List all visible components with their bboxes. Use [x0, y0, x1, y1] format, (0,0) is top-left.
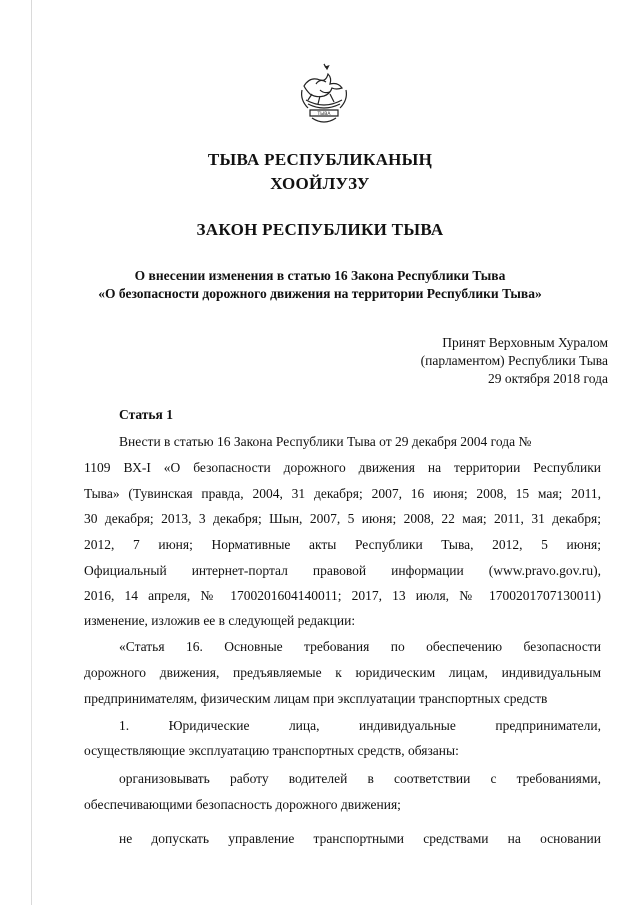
article-text-line: 2012, 7 июня; Нормативные акты Республики Тыва, 2012, 5 июня;	[84, 537, 601, 552]
article-text-line: обеспечивающими безопасность дорожного движения;	[84, 797, 401, 812]
article-title: Статья 1	[119, 407, 173, 422]
svg-text:ТЫВА: ТЫВА	[317, 112, 331, 117]
article-text-line: 30 декабря; 2013, 3 декабря; Шын, 2007, 5 июня; 2008, 22 мая; 2011, 31 декабря;	[84, 511, 601, 526]
law-subject-line2: «О безопасности дорожного движения на территории Республики Тыва»	[98, 286, 542, 301]
article-text-line: организовывать работу водителей в соответствии с требованиями,	[119, 771, 601, 786]
russian-law-title: ЗАКОН РЕСПУБЛИКИ ТЫВА	[196, 220, 444, 239]
article-text-line: Внести в статью 16 Закона Республики Тыва от 29 декабря 2004 года №	[119, 434, 532, 449]
article-text-line: 1109 ВХ-I «О безопасности дорожного движения на территории Республики	[84, 460, 601, 475]
article-text-line: не допускать управление транспортными средствами на основании	[119, 831, 601, 846]
tyvan-heading-line1: ТЫВА РЕСПУБЛИКАНЫҢ	[207, 150, 433, 169]
article-text-line: 2016, 14 апреля, № 1700201604140011; 2017, 13 июля, № 1700201707130011)	[84, 588, 601, 603]
law-subject-line1: О внесении изменения в статью 16 Закона Республики Тыва	[134, 268, 506, 283]
adoption-line: 29 октября 2018 года	[488, 371, 608, 386]
article-text-line: 1. Юридические лица, индивидуальные предприниматели,	[119, 718, 601, 733]
article-text-line: осуществляющие эксплуатацию транспортных средств, обязаны:	[84, 743, 459, 758]
article-text-line: Официальный интернет-портал правовой информации (www.pravo.gov.ru),	[84, 563, 601, 578]
article-text-line: дорожного движения, предъявляемые к юридическим лицам, индивидуальным	[84, 665, 601, 680]
scan-edge-line	[31, 0, 32, 905]
article-text-line: Тыва» (Тувинская правда, 2004, 31 декабря; 2007, 16 июня; 2008, 15 мая; 2011,	[84, 486, 601, 501]
adoption-line: Принят Верховным Хуралом	[442, 335, 608, 350]
adoption-block	[421, 334, 608, 388]
adoption-line: (парламентом) Республики Тыва	[420, 353, 608, 368]
tyvan-heading-line2: ХООЙЛУЗУ	[270, 174, 370, 193]
article-text-line: изменение, изложив ее в следующей редакции:	[84, 613, 356, 628]
coat-of-arms-emblem	[298, 60, 350, 130]
article-text-line: «Статья 16. Основные требования по обеспечению безопасности	[119, 639, 601, 654]
article-text-line: предпринимателям, физическим лицам при эксплуатации транспортных средств	[84, 691, 548, 706]
